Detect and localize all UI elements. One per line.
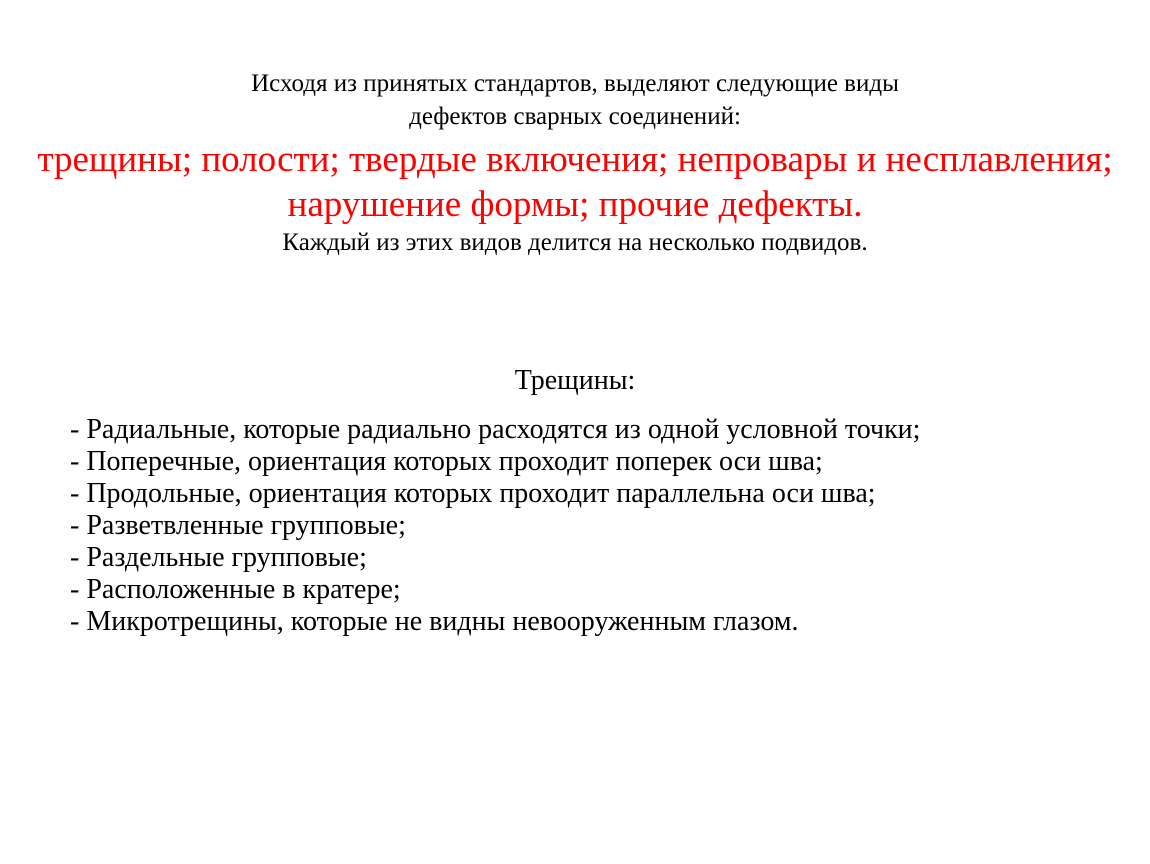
- list-item: - Микротрещины, которые не видны невооруженным глазом.: [70, 606, 799, 637]
- list-item: - Разветвленные групповые;: [70, 510, 406, 541]
- list-item: - Расположенные в кратере;: [70, 574, 401, 605]
- intro-line-1: Исходя из принятых стандартов, выделяют следующие виды: [251, 70, 899, 97]
- defect-types-line-2: нарушение формы; прочие дефекты.: [287, 184, 863, 225]
- cracks-heading: Трещины:: [514, 365, 636, 396]
- list-item: - Радиальные, которые радиально расходятся из одной условной точки;: [70, 414, 921, 445]
- list-item: - Раздельные групповые;: [70, 542, 367, 573]
- list-item: - Продольные, ориентация которых проходит параллельна оси шва;: [70, 478, 876, 509]
- cracks-list: [70, 414, 920, 638]
- list-item: - Поперечные, ориентация которых проходит поперек оси шва;: [70, 446, 823, 477]
- defect-types-line-1: трещины; полости; твердые включения; непровары и несплавления;: [37, 139, 1113, 180]
- subtypes-note: Каждый из этих видов делится на несколько подвидов.: [282, 229, 868, 256]
- intro-line-2: дефектов сварных соединений:: [409, 103, 741, 130]
